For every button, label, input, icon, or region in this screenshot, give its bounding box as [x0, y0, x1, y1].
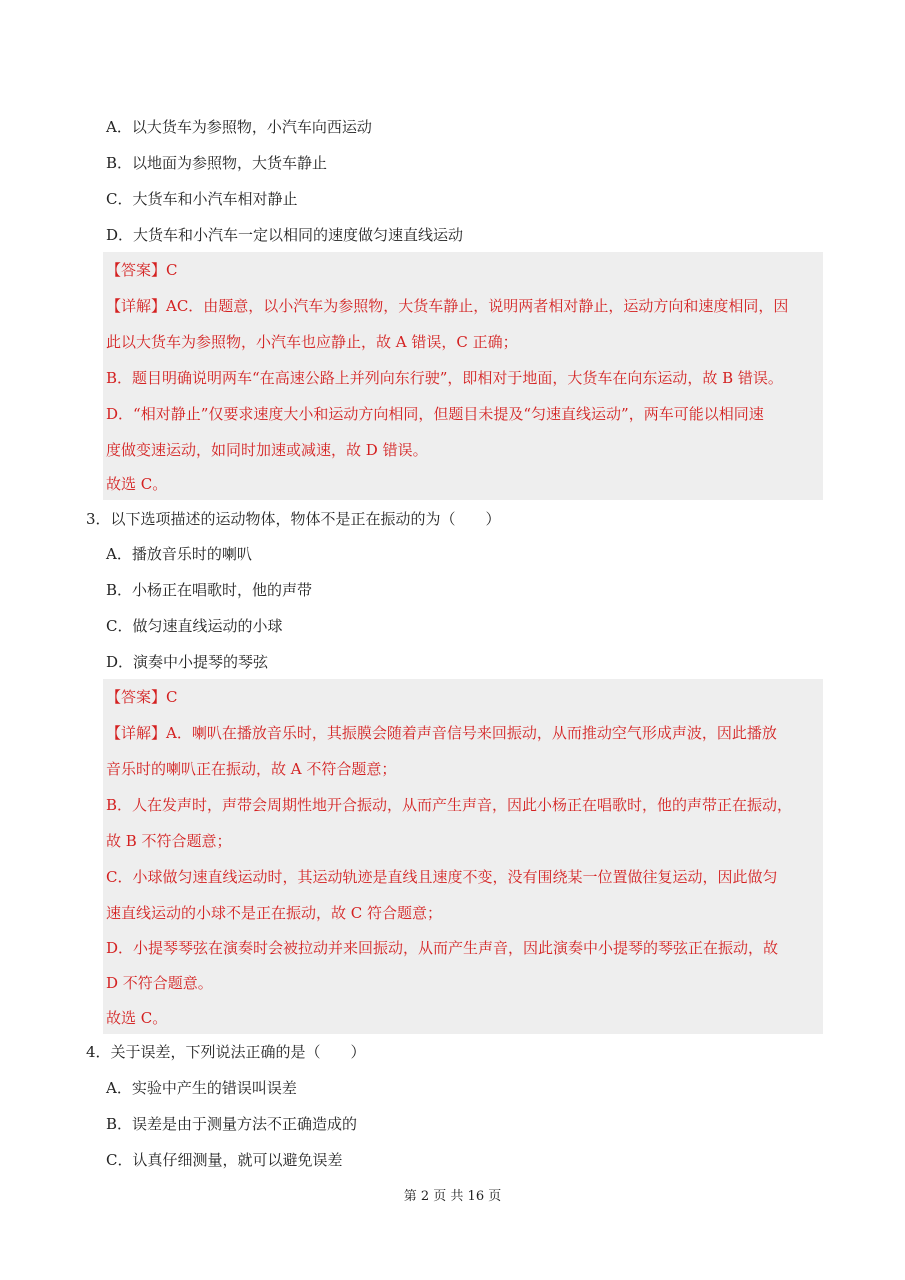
q3-conclusion: 故选 C。 [106, 1009, 168, 1027]
q2-option-c: C．大货车和小汽车相对静止 [106, 190, 298, 208]
q2-answer: 【答案】C [106, 261, 178, 279]
q3-explanation-line-8: D 不符合题意。 [106, 974, 213, 992]
q3-explanation-line-3: B．人在发声时，声带会周期性地开合振动，从而产生声音，因此小杨正在唱歌时，他的声带正在振动， [106, 796, 793, 814]
q3-answer: 【答案】C [106, 688, 178, 706]
q3-answer-box [103, 679, 823, 1034]
q3-option-b: B．小杨正在唱歌时，他的声带 [106, 581, 313, 599]
q3-explanation-line-6: 速直线运动的小球不是正在振动，故 C 符合题意； [106, 904, 443, 922]
q2-explanation-line-2: 此以大货车为参照物，小汽车也应静止，故 A 错误，C 正确； [106, 333, 518, 351]
q2-explanation-line-3: B．题目明确说明两车“在高速公路上并列向东行驶”，即相对于地面，大货车在向东运动，故 B 错误。 [106, 369, 783, 387]
q3-option-c: C．做匀速直线运动的小球 [106, 617, 283, 635]
q3-explanation-line-4: 故 B 不符合题意； [106, 832, 232, 850]
q3-option-d: D．演奏中小提琴的琴弦 [106, 653, 269, 671]
q2-explanation-line-1: 【详解】AC．由题意，以小汽车为参照物，大货车静止，说明两者相对静止，运动方向和速度相同，因 [106, 297, 789, 315]
q4-option-b: B．误差是由于测量方法不正确造成的 [106, 1115, 358, 1133]
q2-option-b: B．以地面为参照物，大货车静止 [106, 154, 328, 172]
q2-option-d: D．大货车和小汽车一定以相同的速度做匀速直线运动 [106, 226, 464, 244]
q3-explanation-line-1: 【详解】A．喇叭在播放音乐时，其振膜会随着声音信号来回振动，从而推动空气形成声波，因此播放 [106, 724, 777, 742]
q2-option-a: A．以大货车为参照物，小汽车向西运动 [106, 118, 372, 136]
q3-explanation-line-7: D．小提琴琴弦在演奏时会被拉动并来回振动，从而产生声音，因此演奏中小提琴的琴弦正在振动，故 [106, 939, 779, 957]
q3-stem: 3．以下选项描述的运动物体，物体不是正在振动的为（ ） [86, 510, 501, 528]
q4-option-a: A．实验中产生的错误叫误差 [106, 1079, 297, 1097]
q2-conclusion: 故选 C。 [106, 475, 168, 493]
q2-answer-box [103, 252, 823, 500]
q3-explanation-line-2: 音乐时的喇叭正在振动，故 A 不符合题意； [106, 760, 397, 778]
q2-explanation-line-4: D．“相对静止”仅要求速度大小和运动方向相同，但题目未提及“匀速直线运动”，两车可能以相同速 [106, 405, 764, 423]
q3-option-a: A．播放音乐时的喇叭 [106, 545, 252, 563]
q3-explanation-line-5: C．小球做匀速直线运动时，其运动轨迹是直线且速度不变，没有围绕某一位置做往复运动，因此做匀 [106, 868, 778, 886]
q4-option-c: C．认真仔细测量，就可以避免误差 [106, 1151, 343, 1169]
page-footer: 第 2 页 共 16 页 [403, 1189, 502, 1204]
q2-explanation-line-5: 度做变速运动，如同时加速或减速，故 D 错误。 [106, 441, 428, 459]
q4-stem: 4．关于误差，下列说法正确的是（ ） [86, 1043, 366, 1061]
